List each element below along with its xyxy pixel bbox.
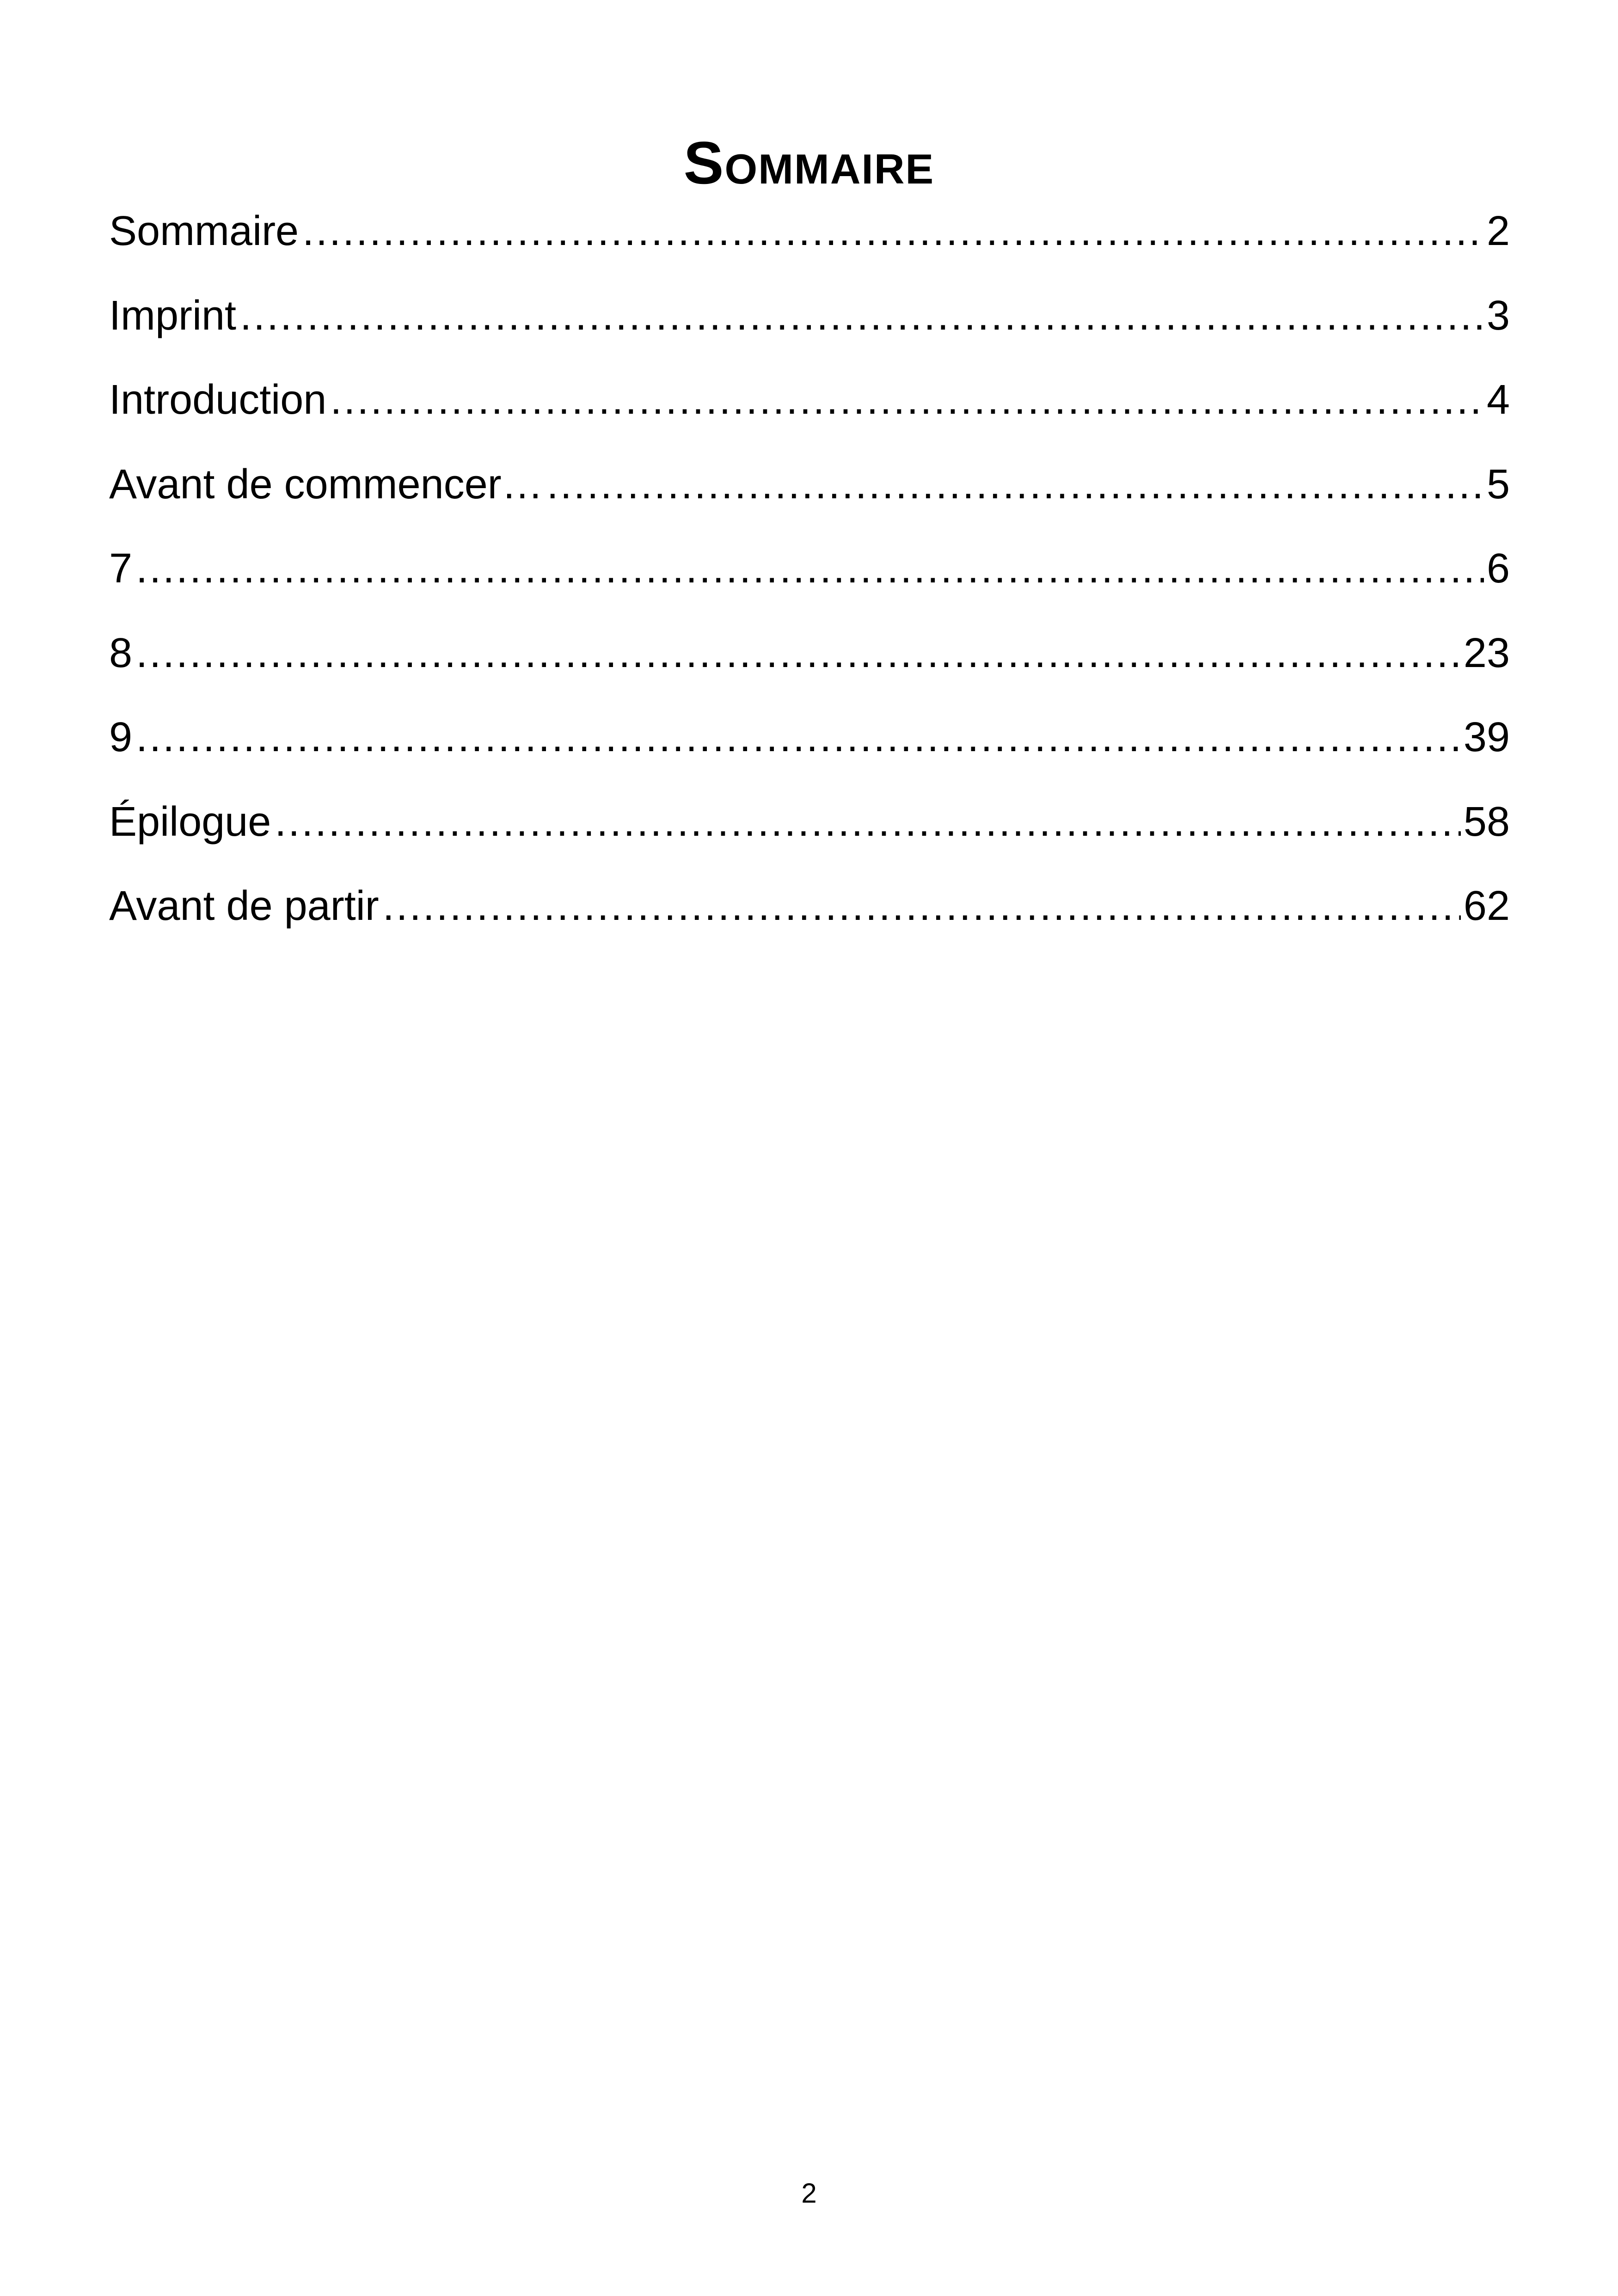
toc-dot-leader (302, 203, 1484, 259)
toc-dot-leader (275, 794, 1461, 850)
toc-dot-leader (136, 541, 1484, 596)
toc-entry[interactable] (109, 625, 1510, 710)
toc-entry-label: Avant de commencer… (109, 461, 543, 508)
page-title: Sommaire (683, 129, 935, 197)
toc-dot-leader (330, 372, 1484, 428)
toc-entry[interactable] (109, 878, 1510, 963)
toc-entry-label: 8 (109, 630, 133, 676)
toc-entry-label: Imprint (109, 292, 237, 339)
toc-entry[interactable] (109, 710, 1510, 794)
toc-entry[interactable] (109, 288, 1510, 373)
table-of-contents (109, 203, 1510, 963)
toc-dot-leader (383, 878, 1461, 934)
toc-entry[interactable] (109, 372, 1510, 457)
page-number: 2 (801, 2178, 817, 2209)
toc-entry-label: Épilogue (109, 798, 271, 845)
toc-entry-label: 9 (109, 714, 133, 760)
toc-entry-page: 23 (1463, 630, 1510, 676)
toc-entry-page: 4 (1486, 377, 1510, 423)
toc-entry-label: Introduction (109, 377, 327, 423)
toc-entry[interactable] (109, 541, 1510, 625)
toc-entry-label: Avant de partir (109, 883, 379, 929)
toc-dot-leader (136, 710, 1461, 765)
toc-entry[interactable] (109, 794, 1510, 879)
toc-dot-leader (240, 288, 1484, 343)
toc-entry-page: 3 (1486, 292, 1510, 339)
toc-entry-page: 6 (1486, 545, 1510, 592)
toc-entry-page: 62 (1463, 883, 1510, 929)
toc-entry-page: 2 (1486, 208, 1510, 254)
toc-entry[interactable] (109, 457, 1510, 541)
toc-dot-leader (136, 625, 1461, 681)
toc-entry-label: 7 (109, 545, 133, 592)
toc-entry-page: 58 (1463, 798, 1510, 845)
toc-entry-label: Sommaire (109, 208, 299, 254)
toc-entry[interactable] (109, 203, 1510, 288)
toc-entry-page: 5 (1486, 461, 1510, 508)
toc-entry-page: 39 (1463, 714, 1510, 760)
toc-dot-leader (547, 457, 1484, 512)
